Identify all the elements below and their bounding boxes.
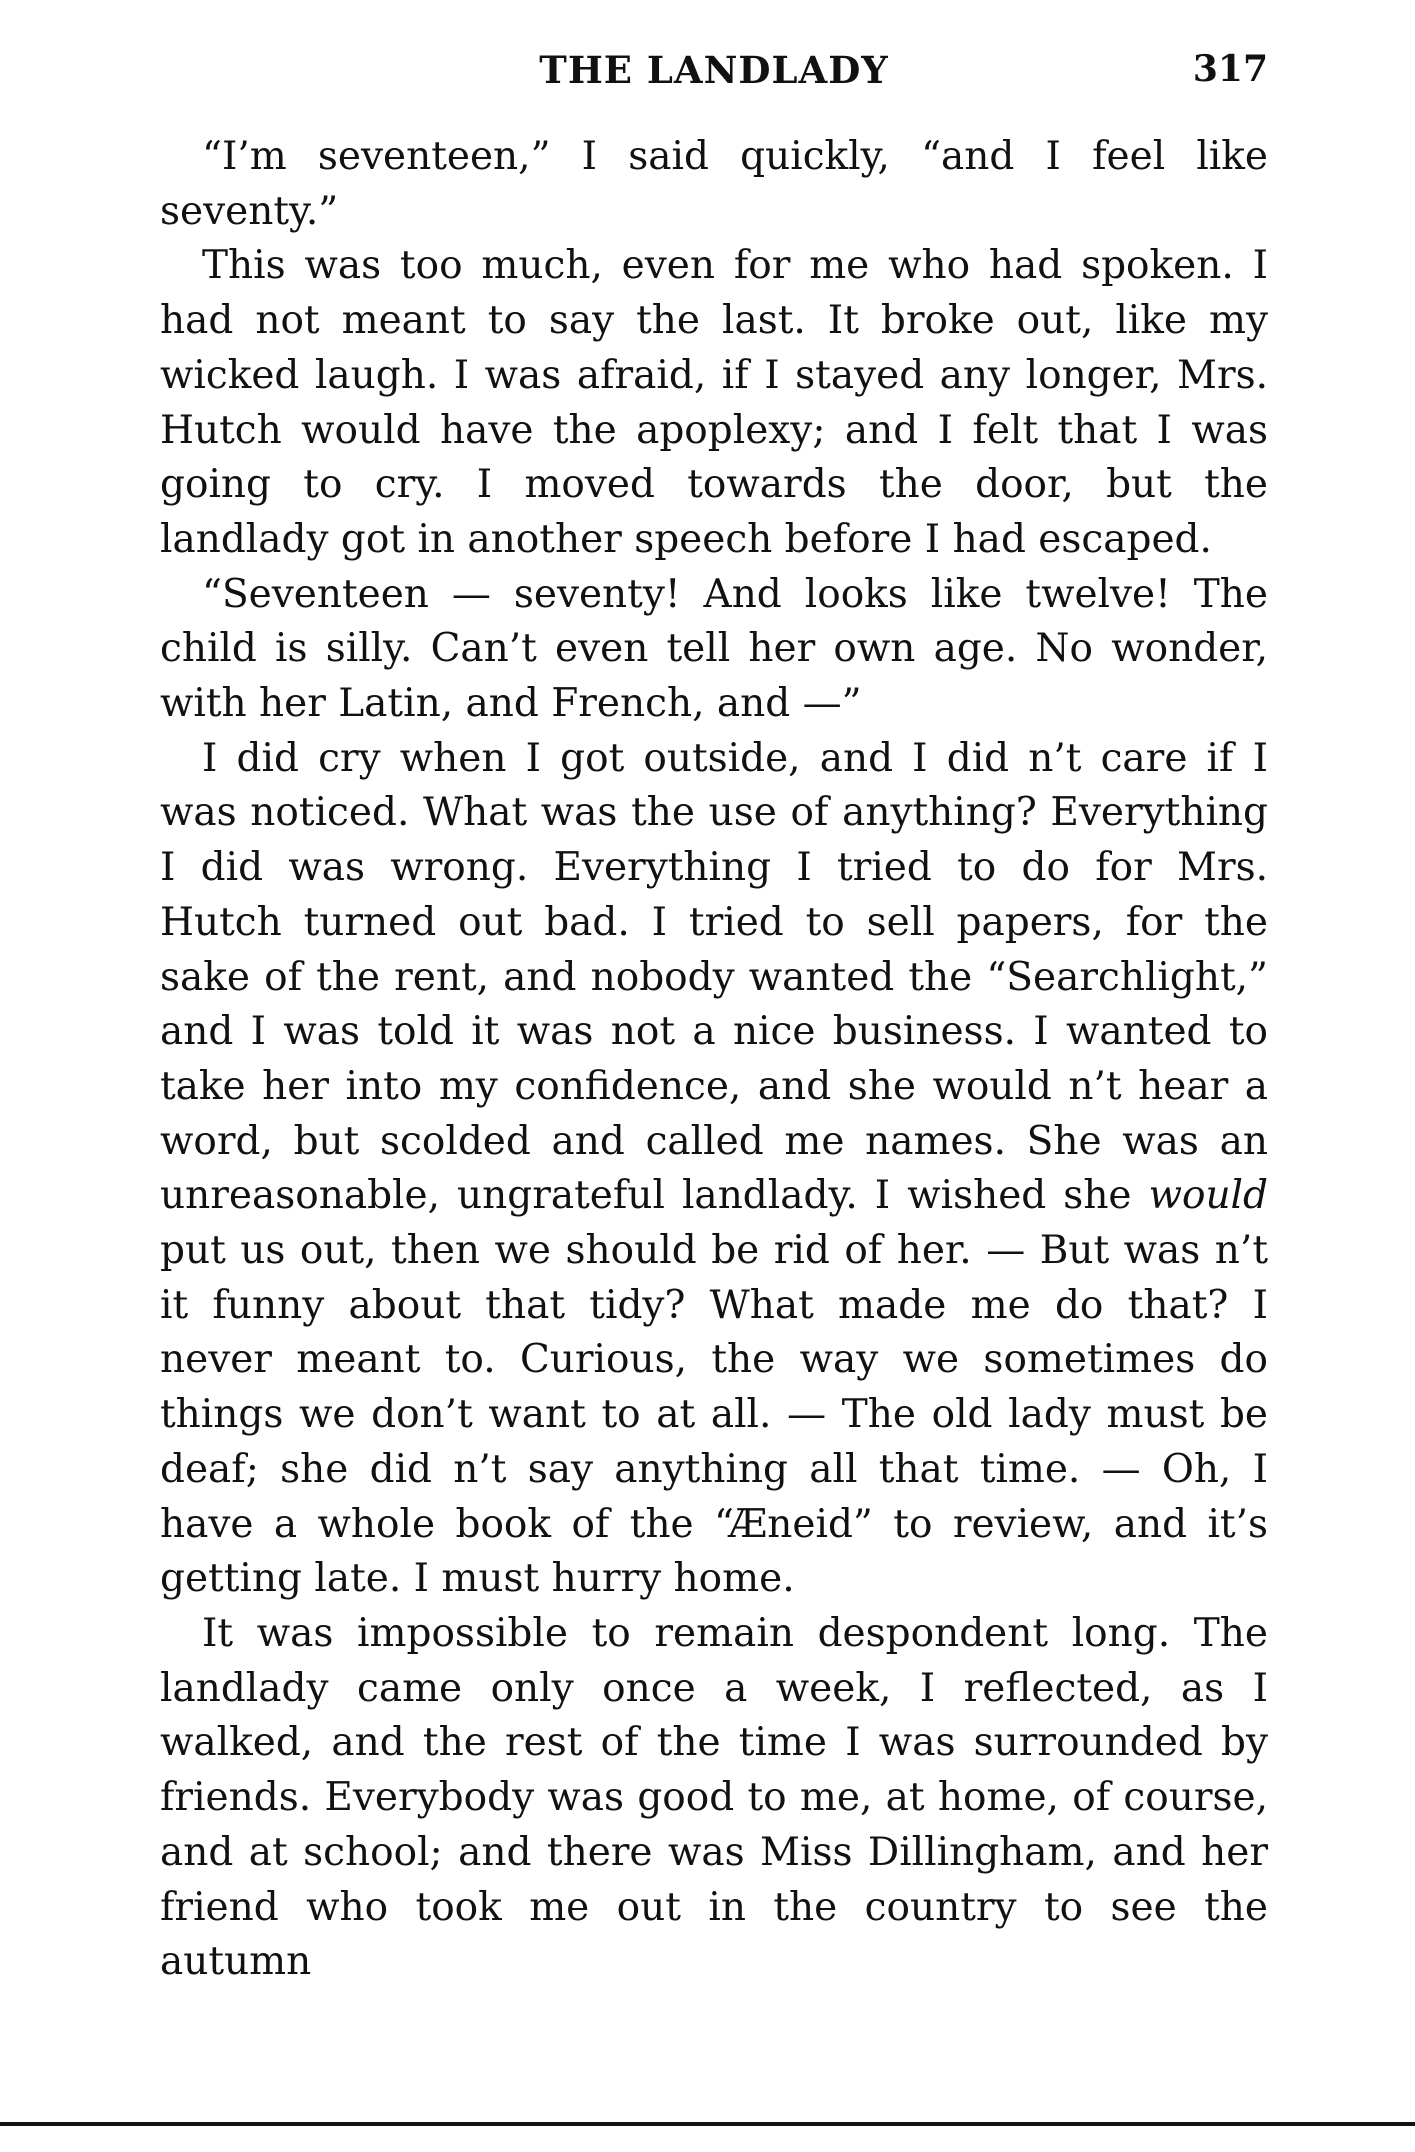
paragraph-4 (160, 732, 1268, 1607)
bottom-rule (0, 2122, 1415, 2126)
paragraph-1: “I’m seventeen,” I said quickly, “and I feel like seventy.” (160, 134, 1268, 234)
paragraph-4-part-1: I did cry when I got outside, and I did n’t care if I was noticed. What was the use of anything? Everything I did was wrong. Everything I tried to do for Mrs. Hutch turned out bad. I tried to sell papers, for the sake of the rent, and nobody wanted the “Searchlight,” and I was told it was not a nice business. I wanted to take her into my confidence, and she would n’t hear a word, but scolded and called me names. She was an unreasonable, ungrateful landlady. I wished she (160, 735, 1268, 1219)
page-header (160, 48, 1268, 98)
running-head: THE LANDLADY (539, 48, 889, 92)
paragraph-2: This was too much, even for me who had spoken. I had not meant to say the last. It broke out, like my wicked laugh. I was afraid, if I stayed any longer, Mrs. Hutch would have the apoplexy; and I felt that I was going to cry. I moved towards the door, but the landlady got in another speech before I had escaped. (160, 243, 1268, 562)
paragraph-4-part-2: put us out, then we should be rid of her. — But was n’t it funny about that tidy? What made me do that? I never meant to. Curious, the way we sometimes do things we don’t want to at all. — The old lady must be deaf; she did n’t say anything all that time. — Oh, I have a whole book of the “Æneid” to review, and it’s getting late. I must hurry home. (160, 1228, 1268, 1602)
page-number: 317 (1192, 48, 1268, 90)
paragraph-3: “Seventeen — seventy! And looks like twelve! The child is silly. Can’t even tell her own age. No wonder, with her Latin, and French, and —” (160, 571, 1268, 727)
paragraph-5: It was impossible to remain despondent long. The landlady came only once a week, I reflected, as I walked, and the rest of the time I was surrounded by friends. Everybody was good to me, at home, of course, and at school; and there was Miss Dillingham, and her friend who took me out in the country to see the autumn (160, 1610, 1268, 1985)
emphasized-word: would (1148, 1173, 1268, 1219)
body-text (160, 130, 1268, 1990)
